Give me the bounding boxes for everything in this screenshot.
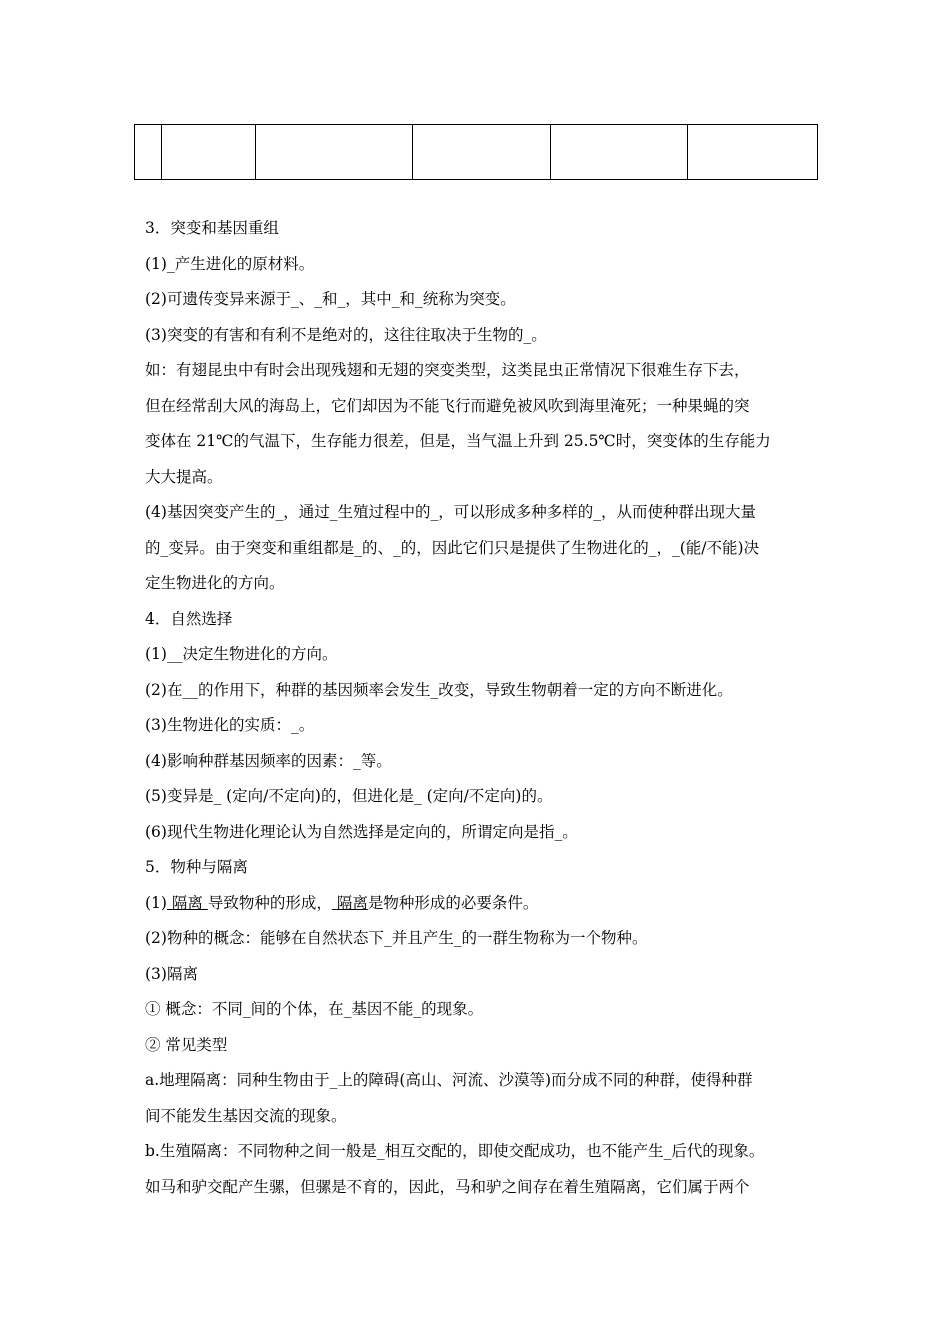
- section-heading: 5．物种与隔离: [145, 858, 248, 876]
- text-line: (1)__决定生物进化的方向。: [145, 645, 338, 663]
- underlined-blank: 隔离: [171, 893, 203, 912]
- text-line: ① 概念：不同_间的个体，在_基因不能_的现象。: [145, 1000, 484, 1018]
- text-line: 大大提高。: [145, 467, 223, 486]
- underlined-blank: 隔离: [336, 893, 368, 912]
- table-row: [135, 125, 818, 180]
- text-line: (3)突变的有害和有利不是绝对的，这往往取决于生物的_。: [145, 325, 547, 344]
- table-cell: [256, 125, 413, 180]
- document-body: [145, 216, 813, 1210]
- section-heading: 4．自然选择: [145, 609, 233, 628]
- text-line: (4)基因突变产生的_，通过_生殖过程中的_，可以形成多种多样的_，从而使种群出现大量: [145, 503, 756, 521]
- text-line: (3)隔离: [145, 964, 198, 983]
- table-cell: [162, 125, 256, 180]
- empty-table: [134, 124, 818, 180]
- text-line: (2)可遗传变异来源于_、_和_，其中_和_统称为突变。: [145, 290, 516, 308]
- text-line: 如：有翅昆虫中有时会出现残翅和无翅的突变类型，这类昆虫正常情况下很难生存下去，: [145, 361, 750, 379]
- text-fragment: 导致物种的形成，: [207, 893, 332, 912]
- text-line: ② 常见类型: [145, 1035, 228, 1054]
- isolation-line: [145, 891, 813, 927]
- text-line: (2)物种的概念：能够在自然状态下_并且产生_的一群生物称为一个物种。: [145, 929, 648, 947]
- text-line: (5)变异是_ (定向/不定向)的，但进化是_ (定向/不定向)的。: [145, 787, 553, 805]
- text-fragment: (1): [145, 893, 167, 912]
- text-line: (2)在__的作用下，种群的基因频率会发生_改变，导致生物朝着一定的方向不断进化。: [145, 680, 733, 699]
- table-cell: [135, 125, 162, 180]
- text-line: 定生物进化的方向。: [145, 574, 285, 592]
- text-line: (1)_产生进化的原材料。: [145, 254, 315, 273]
- text-line: 变体在 21℃的气温下，生存能力很差，但是，当气温上升到 25.5℃时，突变体的生存能力: [145, 432, 771, 450]
- table-cell: [688, 125, 818, 180]
- text-line: 间不能发生基因交流的现象。: [145, 1106, 347, 1125]
- section-heading: 3．突变和基因重组: [145, 219, 279, 237]
- text-line: (6)现代生物进化理论认为自然选择是定向的，所谓定向是指_。: [145, 822, 578, 841]
- text-line: 的_变异。由于突变和重组都是_的、_的，因此它们只是提供了生物进化的_，_(能/不能)决: [145, 538, 760, 557]
- text-line: 如马和驴交配产生骡，但骡是不育的，因此，马和驴之间存在着生殖隔离，它们属于两个: [145, 1177, 750, 1196]
- table-cell: [551, 125, 688, 180]
- text-fragment: 是物种形成的必要条件。: [367, 893, 539, 912]
- text-line: (4)影响种群基因频率的因素：_等。: [145, 751, 392, 770]
- text-line: b.生殖隔离：不同物种之间一般是_相互交配的，即使交配成功，也不能产生_后代的现象。: [145, 1142, 765, 1160]
- table-cell: [413, 125, 551, 180]
- text-line: 但在经常刮大风的海岛上，它们却因为不能飞行而避免被风吹到海里淹死；一种果蝇的突: [145, 396, 750, 415]
- text-line: (3)生物进化的实质：_。: [145, 716, 315, 734]
- text-line: a.地理隔离：同种生物由于_上的障碍(高山、河流、沙漠等)而分成不同的种群，使得种群: [145, 1071, 753, 1089]
